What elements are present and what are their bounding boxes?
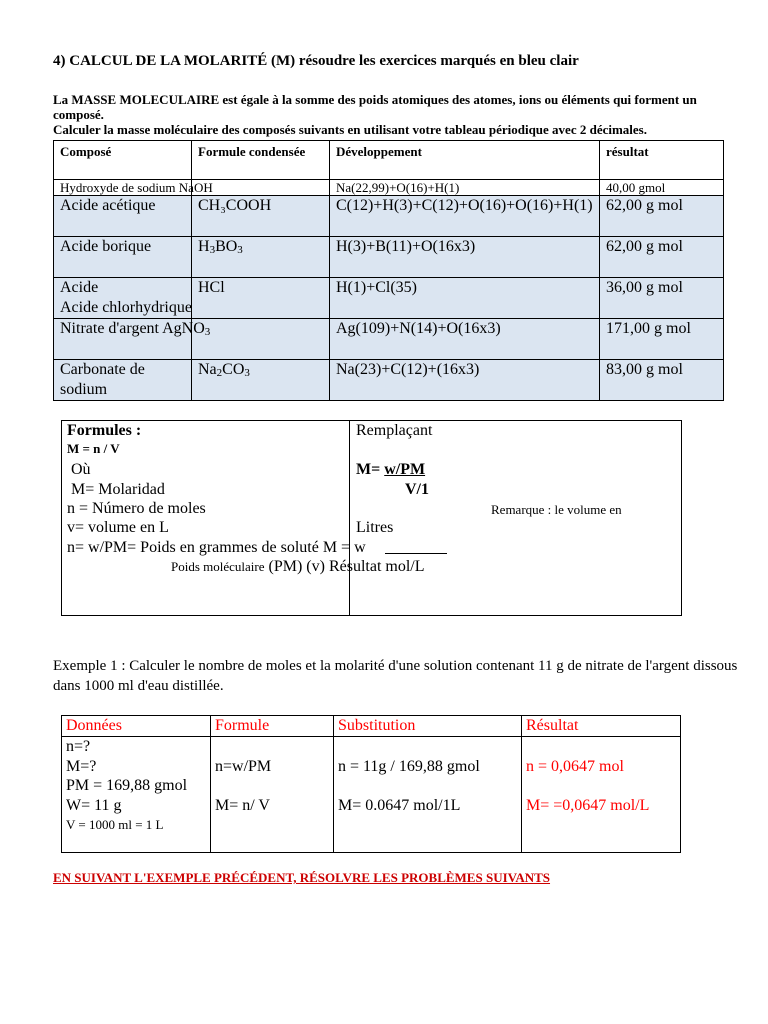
formulas-divider: [349, 420, 350, 616]
table-row: [54, 278, 724, 319]
cell-result: 83,00 g mol: [600, 360, 724, 401]
table-row: [54, 196, 724, 237]
fraction-bar: [385, 553, 447, 554]
cell-name: Carbonate de sodium: [54, 360, 192, 401]
cell-dev: Na(22,99)+O(16)+H(1): [330, 180, 600, 196]
cell-formule: n=w/PM M= n/ V: [211, 737, 334, 853]
example-table: [61, 715, 681, 853]
intro-line-1: La MASSE MOLECULAIRE est égale à la somme des poids atomiques des atomes, ions ou éléments qui forment un composé.: [53, 92, 697, 122]
cell-resultat: n = 0,0647 mol M= =0,0647 mol/L: [522, 737, 681, 853]
table-row: [54, 237, 724, 278]
table-row: [54, 319, 724, 360]
formula-ou: Où: [71, 461, 91, 478]
cell-formula: HCl: [192, 278, 330, 319]
page-title: 4) CALCUL DE LA MOLARITÉ (M) résoudre les exercices marqués en bleu clair: [53, 53, 579, 69]
cell-dev: H(1)+Cl(35): [330, 278, 600, 319]
table-header-row: [62, 716, 681, 737]
formula-m-eq: M = n / V: [67, 441, 120, 456]
cell-dev: Ag(109)+N(14)+O(16x3): [330, 319, 600, 360]
header-resultat: Résultat: [522, 716, 681, 737]
header-substitution: Substitution: [334, 716, 522, 737]
table-row: [62, 737, 681, 853]
header-resultat: résultat: [600, 141, 724, 180]
formula-v-def: v= volume en L: [67, 519, 169, 536]
header-donnees: Données: [62, 716, 211, 737]
formula-v1: V/1: [405, 481, 429, 498]
formula-m-wpm: M= w/PM: [356, 461, 426, 478]
formula-n-eq: n= w/PM= Poids en grammes de soluté M = w: [67, 539, 366, 556]
formula-litres: Litres: [356, 519, 394, 536]
cell-result: 171,00 g mol: [600, 319, 724, 360]
formula-remark: Remarque : le volume en: [491, 502, 622, 517]
cell-name: Acide Acide chlorhydrique: [54, 278, 192, 319]
cell-result: 62,00 g mol: [600, 196, 724, 237]
footer-instruction: EN SUIVANT L'EXEMPLE PRÉCÉDENT, RÉSOLVRE LES PROBLÈMES SUIVANTS: [53, 870, 551, 885]
cell-name: Acide borique: [54, 237, 192, 278]
header-compose: Composé: [54, 141, 192, 180]
cell-result: 36,00 g mol: [600, 278, 724, 319]
table-header-row: [54, 141, 724, 180]
cell-formula: H3BO3: [192, 237, 330, 278]
example-text: Exemple 1 : Calculer le nombre de moles et la molarité d'une solution contenant 11 g de nitrate de l'argent dissous dans 1000 ml d'eau distillée.: [53, 658, 738, 694]
intro-line-2: Calculer la masse moléculaire des composés suivants en utilisant votre tableau périodique avec 2 décimales.: [53, 122, 647, 137]
header-developpement: Développement: [330, 141, 600, 180]
molecular-mass-table: [53, 140, 724, 401]
cell-result: 62,00 g mol: [600, 237, 724, 278]
cell-formula: [192, 319, 330, 360]
header-formule: Formule condensée: [192, 141, 330, 180]
cell-formula: Na2CO3: [192, 360, 330, 401]
cell-donnees: n=? M=? PM = 169,88 gmol W= 11 g V = 1000 ml = 1 L: [62, 737, 211, 853]
cell-name: Hydroxyde de sodium NaOH: [54, 180, 192, 196]
header-formule: Formule: [211, 716, 334, 737]
table-row: [54, 180, 724, 196]
formula-n-def: n = Número de moles: [67, 500, 206, 517]
cell-dev: C(12)+H(3)+C(12)+O(16)+O(16)+H(1): [330, 196, 600, 237]
cell-name: Acide acétique: [54, 196, 192, 237]
formulas-heading: Formules :: [67, 422, 142, 439]
cell-name: Nitrate d'argent AgNO3: [54, 319, 192, 360]
cell-dev: Na(23)+C(12)+(16x3): [330, 360, 600, 401]
cell-substitution: n = 11g / 169,88 gmol M= 0.0647 mol/1L: [334, 737, 522, 853]
formula-pm-line: Poids moléculaire (PM) (v) Résultat mol/L: [171, 558, 425, 575]
cell-formula: CH₃COOH: [192, 196, 330, 237]
cell-result: 40,00 gmol: [600, 180, 724, 196]
intro-text: [53, 92, 743, 137]
table-row: [54, 360, 724, 401]
formula-replace: Remplaçant: [356, 422, 433, 439]
formula-m-def: M= Molaridad: [71, 481, 165, 498]
cell-dev: H(3)+B(11)+O(16x3): [330, 237, 600, 278]
